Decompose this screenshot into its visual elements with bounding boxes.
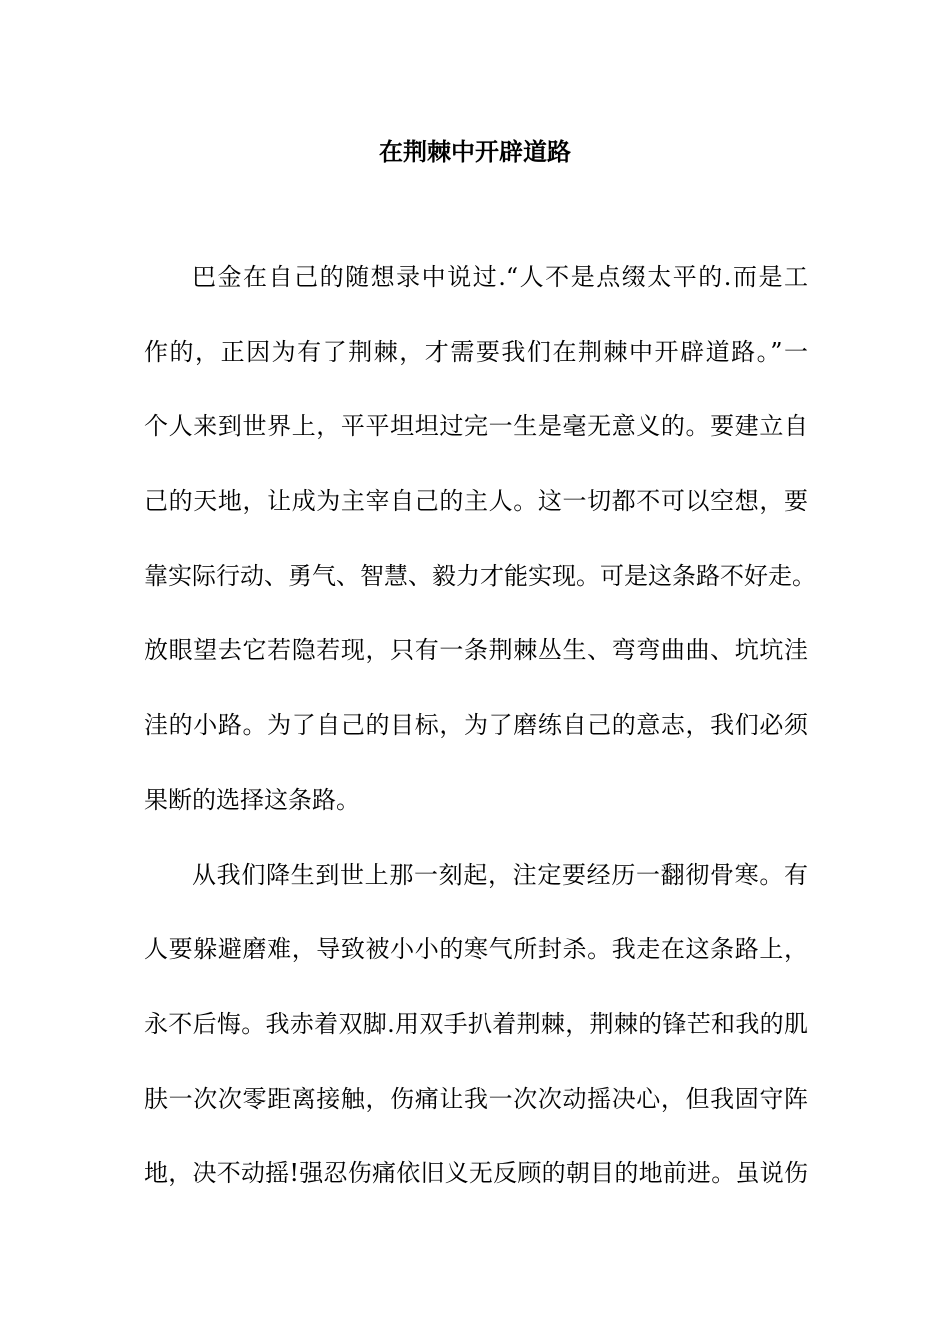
paragraph-1-line-1: 巴金在自己的随想录中说过.“人不是点缀太平的.而是工 xyxy=(192,263,808,291)
document-body xyxy=(144,259,816,1230)
paragraph-1-line-4: 己的天地，让成为主宰自己的主人。这一切都不可以空想，要 xyxy=(144,487,808,516)
paragraph-1-line-5: 靠实际行动、勇气、智慧、毅力才能实现。可是这条路不好走。 xyxy=(144,561,816,590)
paragraph-1-line-2: 作的，正因为有了荆棘，才需要我们在荆棘中开辟道路。”一 xyxy=(144,337,808,366)
paragraph-1-line-3: 个人来到世界上，平平坦坦过完一生是毫无意义的。要建立自 xyxy=(144,412,808,441)
paragraph-2-line-3: 永不后悔。我赤着双脚.用双手扒着荆棘，荆棘的锋芒和我的肌 xyxy=(144,1009,808,1038)
paragraph-1-line-7: 洼的小路。为了自己的目标，为了磨练自己的意志，我们必须 xyxy=(144,711,808,740)
paragraph-1-line-8: 果断的选择这条路。 xyxy=(144,785,360,814)
paragraph-1-line-6: 放眼望去它若隐若现，只有一条荆棘丛生、弯弯曲曲、坑坑洼 xyxy=(144,636,808,665)
document-title: 在荆棘中开辟道路 xyxy=(379,137,571,166)
paragraph-2-line-1: 从我们降生到世上那一刻起，注定要经历一翻彻骨寒。有 xyxy=(192,860,808,889)
paragraph-2-line-4: 肤一次次零距离接触，伤痛让我一次次动摇决心，但我固守阵 xyxy=(144,1084,808,1113)
paragraph-2-line-2: 人要躲避磨难，导致被小小的寒气所封杀。我走在这条路上， xyxy=(144,935,808,964)
paragraph-2-line-5: 地，决不动摇!强忍伤痛依旧义无反顾的朝目的地前进。虽说伤 xyxy=(144,1159,808,1188)
